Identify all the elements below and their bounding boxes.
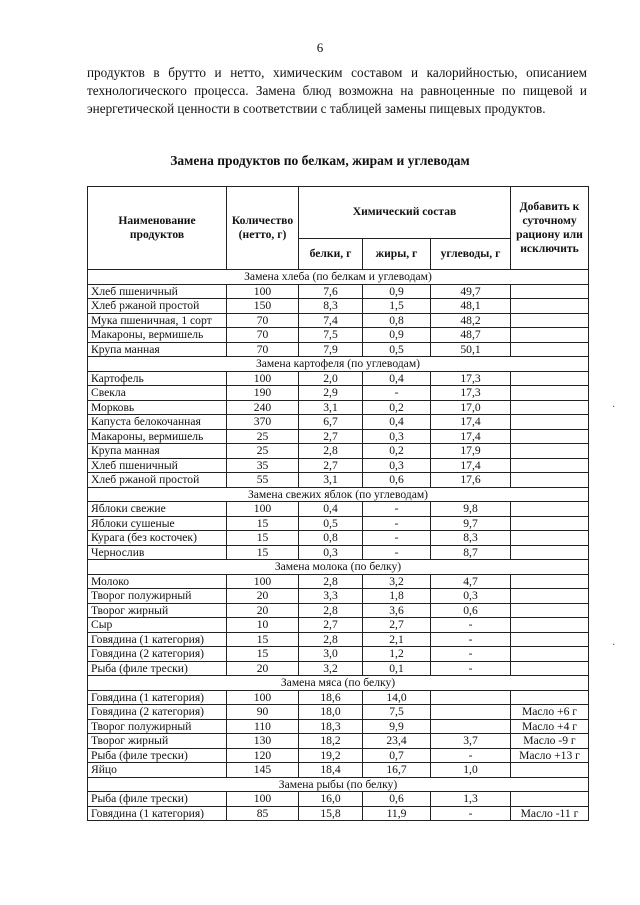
cell-fat: 9,9 xyxy=(363,719,431,734)
cell-quantity: 120 xyxy=(227,748,299,763)
cell-adjustment xyxy=(511,589,589,604)
cell-protein: 16,0 xyxy=(299,792,363,807)
cell-adjustment xyxy=(511,661,589,676)
cell-protein: 7,9 xyxy=(299,342,363,357)
cell-fat: 2,1 xyxy=(363,632,431,647)
cell-adjustment: Масло -9 г xyxy=(511,734,589,749)
cell-protein: 2,7 xyxy=(299,429,363,444)
cell-adjustment: Масло +4 г xyxy=(511,719,589,734)
cell-quantity: 10 xyxy=(227,618,299,633)
cell-adjustment xyxy=(511,603,589,618)
cell-product-name: Капуста белокочанная xyxy=(88,415,227,430)
cell-fat: 0,3 xyxy=(363,458,431,473)
cell-adjustment xyxy=(511,473,589,488)
edge-mark: · xyxy=(612,640,616,651)
table-row xyxy=(88,632,589,647)
header-carbs: углеводы, г xyxy=(431,238,511,269)
cell-protein: 7,6 xyxy=(299,284,363,299)
cell-carbs: 17,4 xyxy=(431,458,511,473)
table-title: Замена продуктов по белкам, жирам и углеводам xyxy=(170,153,470,168)
cell-quantity: 100 xyxy=(227,690,299,705)
cell-product-name: Мука пшеничная, 1 сорт xyxy=(88,313,227,328)
cell-carbs: 0,3 xyxy=(431,589,511,604)
cell-quantity: 130 xyxy=(227,734,299,749)
substitution-table xyxy=(87,186,589,821)
table-row xyxy=(88,502,589,517)
table-row xyxy=(88,342,589,357)
cell-adjustment: Масло +13 г xyxy=(511,748,589,763)
section-row xyxy=(88,487,589,502)
cell-carbs xyxy=(431,705,511,720)
cell-quantity: 25 xyxy=(227,444,299,459)
cell-adjustment xyxy=(511,313,589,328)
cell-adjustment xyxy=(511,531,589,546)
cell-product-name: Крупа манная xyxy=(88,444,227,459)
table-row xyxy=(88,748,589,763)
cell-product-name: Сыр xyxy=(88,618,227,633)
table-row xyxy=(88,458,589,473)
cell-product-name: Яблоки свежие xyxy=(88,502,227,517)
cell-quantity: 70 xyxy=(227,342,299,357)
cell-product-name: Творог жирный xyxy=(88,734,227,749)
cell-adjustment xyxy=(511,400,589,415)
section-row xyxy=(88,357,589,372)
cell-carbs: 1,3 xyxy=(431,792,511,807)
cell-protein: 7,5 xyxy=(299,328,363,343)
cell-protein: 3,0 xyxy=(299,647,363,662)
cell-protein: 18,2 xyxy=(299,734,363,749)
cell-protein: 6,7 xyxy=(299,415,363,430)
cell-carbs: 17,3 xyxy=(431,371,511,386)
cell-protein: 3,1 xyxy=(299,473,363,488)
cell-fat: 0,1 xyxy=(363,661,431,676)
header-protein: белки, г xyxy=(299,238,363,269)
cell-adjustment xyxy=(511,574,589,589)
cell-quantity: 15 xyxy=(227,545,299,560)
table-row xyxy=(88,415,589,430)
table-row xyxy=(88,284,589,299)
cell-fat: 3,6 xyxy=(363,603,431,618)
cell-quantity: 70 xyxy=(227,328,299,343)
cell-fat: 16,7 xyxy=(363,763,431,778)
cell-fat: - xyxy=(363,545,431,560)
cell-fat: 0,7 xyxy=(363,748,431,763)
cell-fat: 0,8 xyxy=(363,313,431,328)
cell-quantity: 15 xyxy=(227,632,299,647)
cell-fat: 0,9 xyxy=(363,284,431,299)
cell-carbs: 17,3 xyxy=(431,386,511,401)
table-row xyxy=(88,473,589,488)
cell-quantity: 370 xyxy=(227,415,299,430)
cell-carbs: 17,4 xyxy=(431,429,511,444)
cell-product-name: Яблоки сушеные xyxy=(88,516,227,531)
cell-carbs: 9,7 xyxy=(431,516,511,531)
cell-fat: 0,4 xyxy=(363,371,431,386)
cell-fat: 0,3 xyxy=(363,429,431,444)
table-row xyxy=(88,647,589,662)
table-row xyxy=(88,328,589,343)
cell-carbs: 17,4 xyxy=(431,415,511,430)
cell-carbs xyxy=(431,690,511,705)
section-title: Замена мяса (по белку) xyxy=(88,676,589,691)
cell-quantity: 55 xyxy=(227,473,299,488)
cell-carbs: 9,8 xyxy=(431,502,511,517)
cell-protein: 3,1 xyxy=(299,400,363,415)
cell-fat: 0,6 xyxy=(363,792,431,807)
cell-fat: 0,2 xyxy=(363,444,431,459)
page-number: 6 xyxy=(316,40,324,55)
cell-carbs: - xyxy=(431,806,511,821)
cell-carbs: 3,7 xyxy=(431,734,511,749)
cell-product-name: Картофель xyxy=(88,371,227,386)
cell-fat: - xyxy=(363,386,431,401)
cell-adjustment xyxy=(511,690,589,705)
section-title: Замена рыбы (по белку) xyxy=(88,777,589,792)
cell-product-name: Курага (без косточек) xyxy=(88,531,227,546)
cell-protein: 0,3 xyxy=(299,545,363,560)
cell-carbs: 1,0 xyxy=(431,763,511,778)
header-add-or-exclude: Добавить к суточному рациону или исключить xyxy=(511,187,589,270)
cell-protein: 3,3 xyxy=(299,589,363,604)
cell-adjustment xyxy=(511,415,589,430)
cell-protein: 8,3 xyxy=(299,299,363,314)
table-row xyxy=(88,618,589,633)
cell-protein: 18,4 xyxy=(299,763,363,778)
cell-product-name: Творог полужирный xyxy=(88,589,227,604)
cell-protein: 2,9 xyxy=(299,386,363,401)
cell-quantity: 25 xyxy=(227,429,299,444)
cell-quantity: 240 xyxy=(227,400,299,415)
cell-adjustment xyxy=(511,299,589,314)
cell-quantity: 20 xyxy=(227,661,299,676)
table-row xyxy=(88,516,589,531)
cell-adjustment: Масло -11 г xyxy=(511,806,589,821)
cell-adjustment xyxy=(511,763,589,778)
cell-adjustment xyxy=(511,429,589,444)
cell-carbs: - xyxy=(431,647,511,662)
cell-carbs: 48,2 xyxy=(431,313,511,328)
cell-product-name: Крупа манная xyxy=(88,342,227,357)
cell-protein: 2,8 xyxy=(299,444,363,459)
table-row xyxy=(88,574,589,589)
cell-carbs: 17,9 xyxy=(431,444,511,459)
cell-product-name: Свекла xyxy=(88,386,227,401)
cell-protein: 0,5 xyxy=(299,516,363,531)
table-row xyxy=(88,719,589,734)
cell-product-name: Рыба (филе трески) xyxy=(88,661,227,676)
cell-fat: - xyxy=(363,531,431,546)
cell-fat: - xyxy=(363,516,431,531)
cell-fat: 0,6 xyxy=(363,473,431,488)
cell-adjustment xyxy=(511,632,589,647)
cell-fat: 0,4 xyxy=(363,415,431,430)
cell-fat: 0,2 xyxy=(363,400,431,415)
cell-adjustment xyxy=(511,545,589,560)
cell-protein: 2,7 xyxy=(299,458,363,473)
cell-fat: 23,4 xyxy=(363,734,431,749)
cell-quantity: 35 xyxy=(227,458,299,473)
table-row xyxy=(88,429,589,444)
cell-carbs: 4,7 xyxy=(431,574,511,589)
cell-protein: 7,4 xyxy=(299,313,363,328)
cell-carbs: 50,1 xyxy=(431,342,511,357)
cell-product-name: Рыба (филе трески) xyxy=(88,792,227,807)
cell-product-name: Творог полужирный xyxy=(88,719,227,734)
cell-quantity: 70 xyxy=(227,313,299,328)
header-quantity: Количество (нетто, г) xyxy=(227,187,299,270)
table-row xyxy=(88,400,589,415)
section-row xyxy=(88,270,589,285)
cell-product-name: Хлеб пшеничный xyxy=(88,284,227,299)
table-row xyxy=(88,705,589,720)
table-row xyxy=(88,690,589,705)
cell-product-name: Макароны, вермишель xyxy=(88,328,227,343)
cell-protein: 15,8 xyxy=(299,806,363,821)
cell-adjustment xyxy=(511,792,589,807)
cell-protein: 18,3 xyxy=(299,719,363,734)
table-row xyxy=(88,792,589,807)
cell-fat: 0,5 xyxy=(363,342,431,357)
section-title: Замена картофеля (по углеводам) xyxy=(88,357,589,372)
table-row xyxy=(88,589,589,604)
cell-protein: 0,8 xyxy=(299,531,363,546)
table-row xyxy=(88,531,589,546)
section-row xyxy=(88,676,589,691)
cell-adjustment xyxy=(511,284,589,299)
section-row xyxy=(88,560,589,575)
cell-protein: 2,8 xyxy=(299,574,363,589)
table-row xyxy=(88,313,589,328)
cell-protein: 2,0 xyxy=(299,371,363,386)
cell-carbs: - xyxy=(431,661,511,676)
cell-quantity: 20 xyxy=(227,589,299,604)
cell-adjustment xyxy=(511,342,589,357)
table-row xyxy=(88,603,589,618)
cell-product-name: Макароны, вермишель xyxy=(88,429,227,444)
cell-carbs: 8,7 xyxy=(431,545,511,560)
cell-product-name: Хлеб ржаной простой xyxy=(88,299,227,314)
cell-adjustment xyxy=(511,328,589,343)
table-row xyxy=(88,734,589,749)
cell-fat: 14,0 xyxy=(363,690,431,705)
header-fat: жиры, г xyxy=(363,238,431,269)
cell-adjustment xyxy=(511,516,589,531)
cell-quantity: 100 xyxy=(227,502,299,517)
cell-adjustment xyxy=(511,371,589,386)
cell-carbs xyxy=(431,719,511,734)
header-name: Наименование продуктов xyxy=(88,187,227,270)
edge-mark: · xyxy=(612,402,616,413)
cell-fat: 1,8 xyxy=(363,589,431,604)
cell-adjustment xyxy=(511,386,589,401)
cell-protein: 18,6 xyxy=(299,690,363,705)
cell-carbs: 48,1 xyxy=(431,299,511,314)
cell-product-name: Хлеб пшеничный xyxy=(88,458,227,473)
cell-carbs: 48,7 xyxy=(431,328,511,343)
cell-protein: 2,8 xyxy=(299,603,363,618)
section-title: Замена хлеба (по белкам и углеводам) xyxy=(88,270,589,285)
cell-product-name: Хлеб ржаной простой xyxy=(88,473,227,488)
cell-adjustment xyxy=(511,502,589,517)
cell-protein: 18,0 xyxy=(299,705,363,720)
cell-fat: 1,2 xyxy=(363,647,431,662)
cell-fat: 3,2 xyxy=(363,574,431,589)
cell-protein: 2,7 xyxy=(299,618,363,633)
cell-quantity: 100 xyxy=(227,284,299,299)
cell-product-name: Говядина (2 категория) xyxy=(88,705,227,720)
cell-quantity: 190 xyxy=(227,386,299,401)
cell-quantity: 110 xyxy=(227,719,299,734)
header-chemical-composition: Химический состав xyxy=(299,187,511,239)
cell-quantity: 150 xyxy=(227,299,299,314)
cell-product-name: Чернослив xyxy=(88,545,227,560)
cell-quantity: 15 xyxy=(227,647,299,662)
table-row xyxy=(88,763,589,778)
cell-quantity: 15 xyxy=(227,516,299,531)
table-row xyxy=(88,545,589,560)
table-row xyxy=(88,806,589,821)
cell-fat: 0,9 xyxy=(363,328,431,343)
cell-protein: 3,2 xyxy=(299,661,363,676)
cell-product-name: Творог жирный xyxy=(88,603,227,618)
cell-adjustment xyxy=(511,647,589,662)
cell-fat: 7,5 xyxy=(363,705,431,720)
cell-product-name: Говядина (1 категория) xyxy=(88,690,227,705)
cell-quantity: 85 xyxy=(227,806,299,821)
table-body xyxy=(88,270,589,821)
table-row xyxy=(88,661,589,676)
table-row xyxy=(88,299,589,314)
cell-adjustment xyxy=(511,458,589,473)
cell-carbs: 49,7 xyxy=(431,284,511,299)
cell-product-name: Молоко xyxy=(88,574,227,589)
table-row xyxy=(88,386,589,401)
cell-product-name: Рыба (филе трески) xyxy=(88,748,227,763)
cell-product-name: Говядина (1 категория) xyxy=(88,632,227,647)
section-title: Замена молока (по белку) xyxy=(88,560,589,575)
cell-carbs: 8,3 xyxy=(431,531,511,546)
cell-quantity: 100 xyxy=(227,574,299,589)
cell-product-name: Говядина (1 категория) xyxy=(88,806,227,821)
cell-quantity: 90 xyxy=(227,705,299,720)
cell-fat: 1,5 xyxy=(363,299,431,314)
cell-carbs: - xyxy=(431,618,511,633)
cell-carbs: - xyxy=(431,748,511,763)
cell-carbs: 17,0 xyxy=(431,400,511,415)
cell-adjustment: Масло +6 г xyxy=(511,705,589,720)
section-title: Замена свежих яблок (по углеводам) xyxy=(88,487,589,502)
cell-protein: 0,4 xyxy=(299,502,363,517)
cell-protein: 2,8 xyxy=(299,632,363,647)
cell-product-name: Морковь xyxy=(88,400,227,415)
table-row xyxy=(88,371,589,386)
cell-fat: 11,9 xyxy=(363,806,431,821)
cell-quantity: 20 xyxy=(227,603,299,618)
cell-product-name: Яйцо xyxy=(88,763,227,778)
cell-quantity: 15 xyxy=(227,531,299,546)
cell-quantity: 145 xyxy=(227,763,299,778)
cell-fat: 2,7 xyxy=(363,618,431,633)
cell-adjustment xyxy=(511,618,589,633)
table-row xyxy=(88,444,589,459)
cell-product-name: Говядина (2 категория) xyxy=(88,647,227,662)
cell-carbs: - xyxy=(431,632,511,647)
cell-protein: 19,2 xyxy=(299,748,363,763)
intro-paragraph: продуктов в брутто и нетто, химическим составом и калорийностью, описанием технологического процесса. Замена блюд возможна на равноценные по пищевой и энергетической ценности в соответствии с таблицей замены пищевых продуктов. xyxy=(87,65,587,116)
cell-carbs: 0,6 xyxy=(431,603,511,618)
cell-fat: - xyxy=(363,502,431,517)
cell-carbs: 17,6 xyxy=(431,473,511,488)
cell-adjustment xyxy=(511,444,589,459)
cell-quantity: 100 xyxy=(227,792,299,807)
cell-quantity: 100 xyxy=(227,371,299,386)
section-row xyxy=(88,777,589,792)
